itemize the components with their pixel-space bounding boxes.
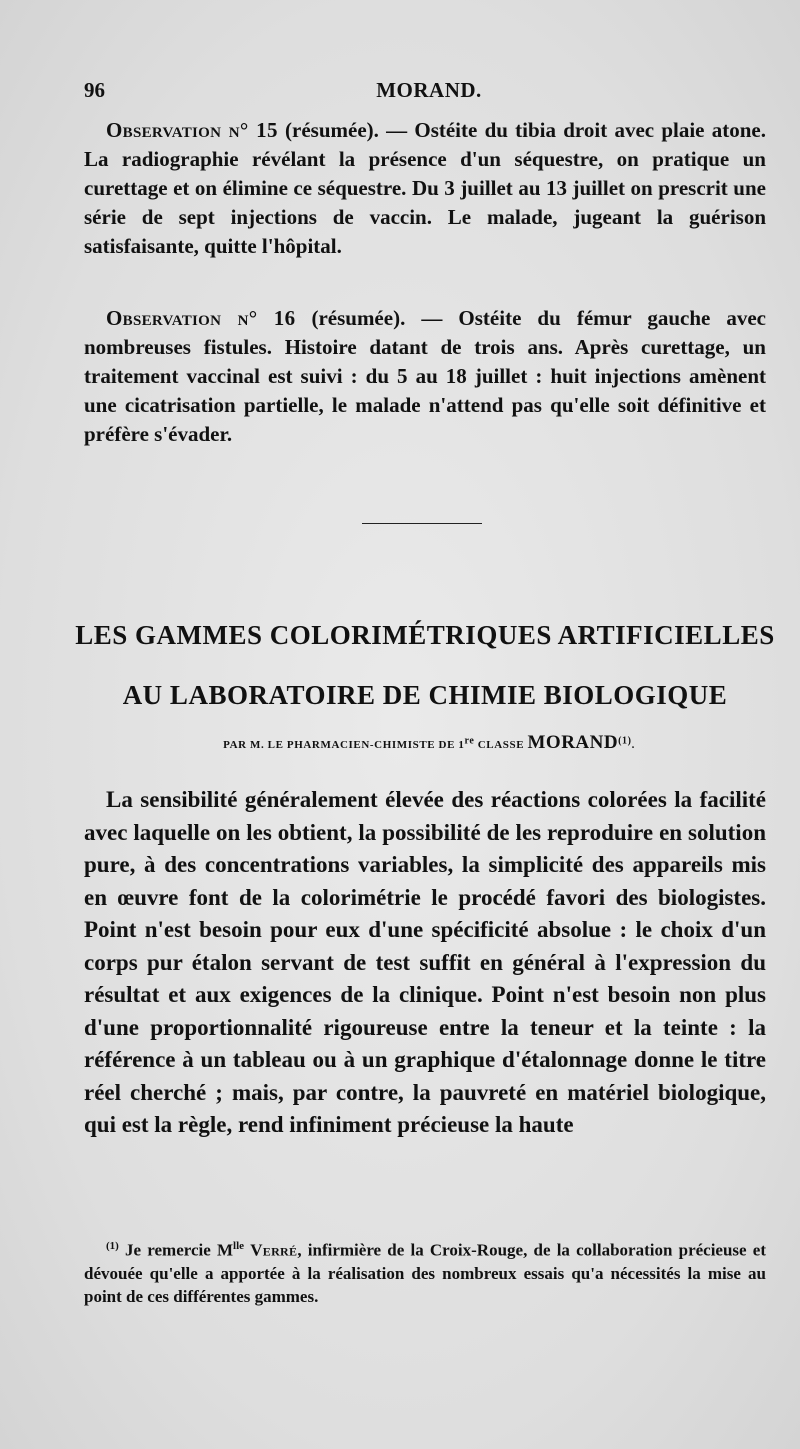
article-byline xyxy=(84,732,774,754)
byline-class: CLASSE xyxy=(474,739,528,751)
byline-ordinal: re xyxy=(464,735,475,747)
running-header xyxy=(84,78,774,108)
article-title-line-2: AU LABORATOIRE DE CHIMIE BIOLOGIQUE xyxy=(122,680,728,710)
observation-text: (résumée). — Ostéite du tibia droit avec plaie atone. La radiographie révélant la présence d'un séquestre, on pratique un curettage et on élimine ce séquestre. Du 3 juillet au 13 juillet on prescrit une série de sept injections de vaccin. Le malade, jugeant la guérison satisfaisante, quitte l'hôpital. xyxy=(84,118,766,258)
observation-label: Observation n° 15 xyxy=(106,118,278,142)
byline-end: . xyxy=(631,739,635,751)
observation-15 xyxy=(84,116,766,261)
byline-author: MORAND xyxy=(527,732,619,753)
footnote-title-sup: lle xyxy=(233,1240,245,1252)
article-paragraph: La sensibilité généralement élevée des réactions colorées la facilité avec laquelle on les obtient, la possibilité de les reproduire en solution pure, à des concentrations variables, la simplicité des appareils mis en œuvre font de la colorimétrie le procédé favori des biologistes. Point n'est besoin pour eux d'une spécificité absolue : le choix d'un corps pur étalon servant de test suffit en général à l'expression du résultat et aux exigences de la clinique. Point n'est besoin non plus d'une proportionnalité rigoureuse entre la teneur et la teinte : la référence à un tableau ou à un graphique d'étalonnage donne le titre réel cherché ; mais, par contre, la pauvreté en matériel biologique, qui est la règle, rend infiniment précieuse la haute xyxy=(84,787,766,1137)
footnote-text-after: , infirmière de la Croix-Rouge, de la collaboration précieuse et dévouée qu'elle a apportée à la réalisation des nombreux essais qu'a nécessités la mise au point de ces différentes gammes. xyxy=(84,1240,766,1306)
footnote-name: Verré xyxy=(244,1240,298,1260)
section-divider xyxy=(362,523,482,524)
running-title: MORAND. xyxy=(376,78,482,102)
footnote-text-before: Je remercie M xyxy=(118,1240,234,1260)
observation-16 xyxy=(84,304,766,449)
footnote-reference: (1) xyxy=(618,735,632,747)
footnote xyxy=(84,1235,766,1308)
observation-text: (résumée). — Ostéite du fémur gauche avec nombreuses fistules. Histoire datant de trois ans. Après curettage, un traitement vaccinal est suivi : du 5 au 18 juillet : huit injections amènent une cicatrisation partielle, le malade n'attend pas qu'elle soit définitive et préfère s'évader. xyxy=(84,306,767,446)
article-title-line-1: LES GAMMES COLORIMÉTRIQUES ARTIFICIELLES xyxy=(75,620,775,650)
observation-label: Observation n° 16 xyxy=(106,306,296,330)
footnote-marker: (1) xyxy=(106,1240,119,1252)
byline-prefix: PAR M. LE PHARMACIEN-CHIMISTE DE 1 xyxy=(223,739,465,751)
page-number: 96 xyxy=(84,78,105,102)
